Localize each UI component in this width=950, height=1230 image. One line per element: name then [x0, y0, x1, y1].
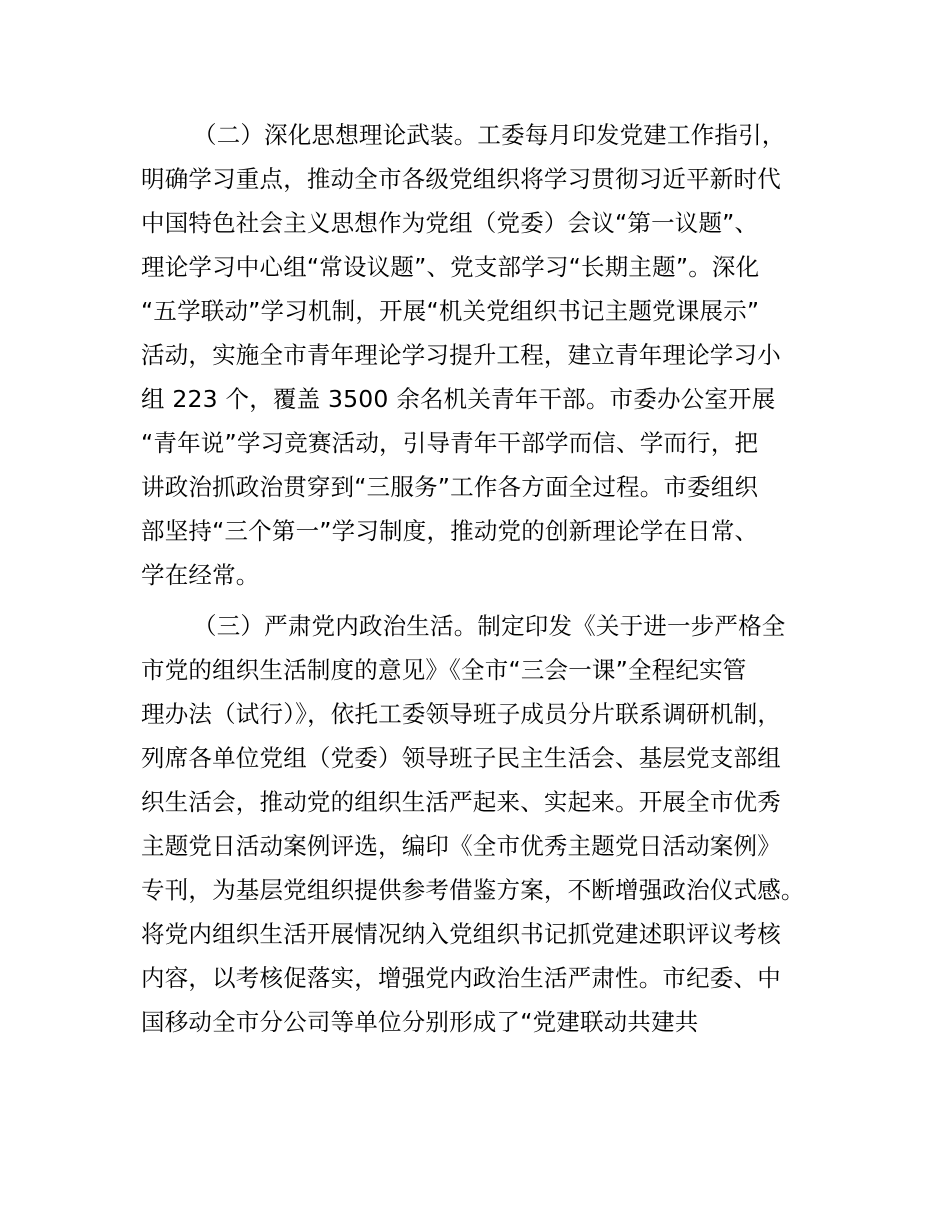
text-line: 列席各单位党组（党委）领导班子民主生活会、基层党支部组 [141, 744, 781, 772]
text-line: 讲政治抓政治贯穿到“三服务”工作各方面全过程。市委组织 [141, 473, 759, 501]
text-line: 市党的组织生活制度的意见》《全市“三会一课”全程纪实管 [141, 656, 747, 684]
text-line: 将党内组织生活开展情况纳入党组织书记抓党建述职评议考核 [141, 920, 781, 948]
text-line: 织生活会，推动党的组织生活严起来、实起来。开展全市优秀 [141, 788, 781, 816]
paragraph-section-2 [141, 113, 831, 597]
paragraph-section-3 [141, 604, 831, 1044]
text-line: （二）深化思想理论武装。工委每月印发党建工作指引， [193, 121, 786, 149]
text-line: 中国特色社会主义思想作为党组（党委）会议“第一议题”、 [141, 209, 759, 237]
text-line: 部坚持“三个第一”学习制度，推动党的创新理论学在日常、 [141, 517, 759, 545]
text-line: 理论学习中心组“常设议题”、党支部学习“长期主题”。深化 [141, 253, 760, 281]
text-line: 专刊，为基层党组织提供参考借鉴方案，不断增强政治仪式感。 [141, 876, 805, 904]
text-line: 内容，以考核促落实，增强党内政治生活严肃性。市纪委、中 [141, 964, 781, 992]
text-line: “青年说”学习竞赛活动，引导青年干部学而信、学而行，把 [141, 429, 759, 457]
text-line: 活动，实施全市青年理论学习提升工程，建立青年理论学习小 [141, 341, 781, 369]
text-line: 学在经常。 [141, 561, 260, 589]
text-line: “五学联动”学习机制，开展“机关党组织书记主题党课展示” [141, 297, 760, 325]
text-line: 主题党日活动案例评选，编印《全市优秀主题党日活动案例》 [141, 832, 781, 860]
text-line: （三）严肃党内政治生活。制定印发《关于进一步严格全 [193, 612, 786, 640]
text-line: 明确学习重点，推动全市各级党组织将学习贯彻习近平新时代 [141, 165, 781, 193]
text-line: 组 223 个，覆盖 3500 余名机关青年干部。市委办公室开展 [141, 385, 776, 413]
text-line: 国移动全市分公司等单位分别形成了“党建联动共建共 [141, 1008, 699, 1036]
text-line: 理办法（试行）》，依托工委领导班子成员分片联系调研机制， [141, 700, 782, 728]
